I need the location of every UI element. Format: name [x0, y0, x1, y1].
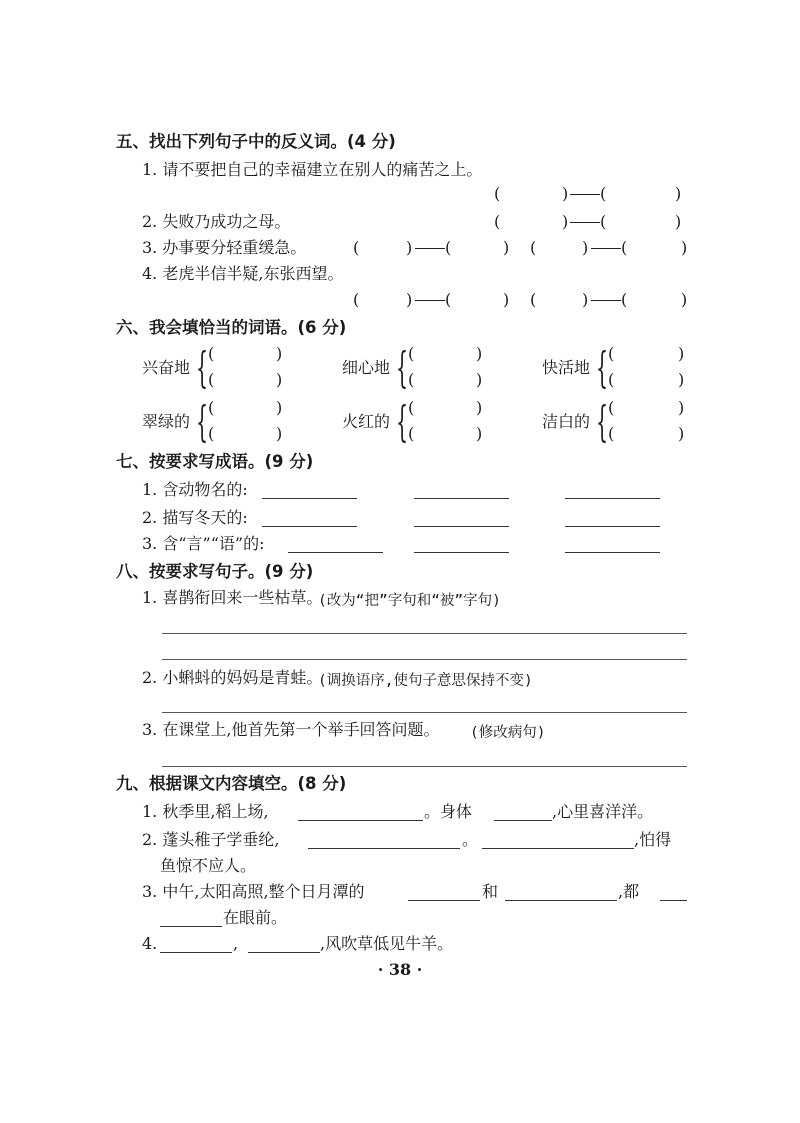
brace-icon: {: [596, 397, 609, 446]
s6-blank-5a[interactable]: ( ): [408, 398, 483, 417]
s9-q3-blank-2[interactable]: [505, 900, 617, 901]
s6-word-3: 快活地: [542, 358, 591, 377]
page-number: · 38 ·: [377, 960, 423, 979]
s6-blank-3a[interactable]: ( ): [608, 344, 685, 363]
s7-item-2: 2. 描写冬天的:: [142, 508, 248, 527]
s9-q1-part-a: 1. 秋季里,稻上场,: [142, 802, 269, 821]
section-5-title: 五、找出下列句子中的反义词。(4 分): [116, 132, 396, 151]
s8-writing-line-1[interactable]: [162, 633, 687, 634]
s9-q2-part-a: 2. 蓬头稚子学垂纶,: [142, 830, 280, 849]
s6-word-4: 翠绿的: [142, 412, 191, 431]
s8-item-1-hint: (改为“把”字句和“被”字句): [318, 593, 501, 609]
s6-blank-1a[interactable]: ( ): [208, 344, 283, 363]
s8-item-3-hint: (修改病句): [470, 725, 546, 741]
s9-q2-blank-2[interactable]: [482, 848, 634, 849]
s5-item-3: 3. 办事要分轻重缓急。: [142, 238, 307, 257]
s8-item-2-hint: (调换语序,使句子意思保持不变): [318, 673, 533, 689]
s7-blank-2c[interactable]: [565, 526, 660, 527]
s7-blank-2a[interactable]: [262, 526, 357, 527]
s5-answer-1[interactable]: ( ) ( ): [494, 184, 682, 203]
s9-q4-part-a: 4.: [142, 934, 158, 953]
s9-q2-part-d: 鱼惊不应人。: [160, 856, 257, 875]
s9-q2-part-c: ,怕得: [634, 830, 672, 849]
s6-blank-5b[interactable]: ( ): [408, 424, 483, 443]
s8-writing-line-4[interactable]: [162, 766, 687, 767]
s6-word-5: 火红的: [342, 412, 391, 431]
section-7-title: 七、按要求写成语。(9 分): [116, 452, 314, 471]
s6-blank-1b[interactable]: ( ): [208, 370, 283, 389]
brace-icon: {: [396, 397, 409, 446]
s9-q3-part-b: 和: [482, 882, 499, 901]
section-9-title: 九、根据课文内容填空。(8 分): [116, 774, 347, 793]
s6-blank-6a[interactable]: ( ): [608, 398, 685, 417]
s6-blank-4a[interactable]: ( ): [208, 398, 283, 417]
s9-q1-part-c: ,心里喜洋洋。: [552, 802, 654, 821]
s6-blank-2a[interactable]: ( ): [408, 344, 483, 363]
s7-blank-3a[interactable]: [288, 552, 383, 553]
s9-q3-blank-3b[interactable]: [160, 926, 222, 927]
s9-q3-blank-1[interactable]: [408, 900, 480, 901]
s9-q2-blank-1[interactable]: [308, 848, 460, 849]
s9-q3-part-a: 3. 中午,太阳高照,整个日月潭的: [142, 882, 365, 901]
s7-item-3: 3. 含“言”“语”的:: [142, 534, 265, 553]
s9-q4-blank-1[interactable]: [160, 952, 232, 953]
section-8-title: 八、按要求写句子。(9 分): [116, 562, 314, 581]
s9-q4-part-c: ,风吹草低见牛羊。: [320, 934, 454, 953]
s9-q4-part-b: ,: [233, 934, 239, 953]
s6-word-6: 洁白的: [542, 412, 591, 431]
section-6-title: 六、我会填恰当的词语。(6 分): [116, 318, 347, 337]
s5-answer-2[interactable]: ( ) ( ): [494, 212, 682, 231]
brace-icon: {: [196, 397, 209, 446]
s8-writing-line-2[interactable]: [162, 659, 687, 660]
s5-answer-3a[interactable]: ( ) ( ): [353, 238, 510, 257]
s6-blank-2b[interactable]: ( ): [408, 370, 483, 389]
s9-q4-blank-2[interactable]: [248, 952, 320, 953]
s9-q3-blank-3a[interactable]: [660, 900, 687, 901]
s8-item-2-text: 2. 小蝌蚪的妈妈是青蛙。: [142, 668, 323, 687]
s5-item-4: 4. 老虎半信半疑,东张西望。: [142, 264, 344, 283]
s6-blank-4b[interactable]: ( ): [208, 424, 283, 443]
s7-item-1: 1. 含动物名的:: [142, 480, 248, 499]
s7-blank-3c[interactable]: [565, 552, 660, 553]
s5-answer-3b[interactable]: ( ) ( ): [530, 238, 688, 257]
brace-icon: {: [596, 343, 609, 392]
s6-word-2: 细心地: [342, 358, 391, 377]
brace-icon: {: [196, 343, 209, 392]
s6-word-1: 兴奋地: [142, 358, 191, 377]
s5-answer-4b[interactable]: ( ) ( ): [530, 290, 688, 309]
s7-blank-1b[interactable]: [414, 498, 509, 499]
s9-q1-blank-1[interactable]: [298, 820, 423, 821]
s6-blank-3b[interactable]: ( ): [608, 370, 685, 389]
s9-q3-part-c: ,都: [618, 882, 640, 901]
s8-writing-line-3[interactable]: [162, 712, 687, 713]
s7-blank-1a[interactable]: [262, 498, 357, 499]
s9-q3-part-d: 在眼前。: [223, 908, 288, 927]
s5-item-1: 1. 请不要把自己的幸福建立在别人的痛苦之上。: [142, 160, 483, 179]
s9-q2-part-b: 。: [462, 830, 479, 849]
s8-item-1-text: 1. 喜鹊衔回来一些枯草。: [142, 588, 323, 607]
s8-item-3-text: 3. 在课堂上,他首先第一个举手回答问题。: [142, 720, 440, 739]
s6-blank-6b[interactable]: ( ): [608, 424, 685, 443]
s7-blank-1c[interactable]: [565, 498, 660, 499]
s9-q1-blank-2[interactable]: [494, 820, 552, 821]
s7-blank-3b[interactable]: [414, 552, 509, 553]
brace-icon: {: [396, 343, 409, 392]
s9-q1-part-b: 。身体: [424, 802, 473, 821]
s5-answer-4a[interactable]: ( ) ( ): [353, 290, 510, 309]
s7-blank-2b[interactable]: [414, 526, 509, 527]
s5-item-2: 2. 失败乃成功之母。: [142, 212, 291, 231]
